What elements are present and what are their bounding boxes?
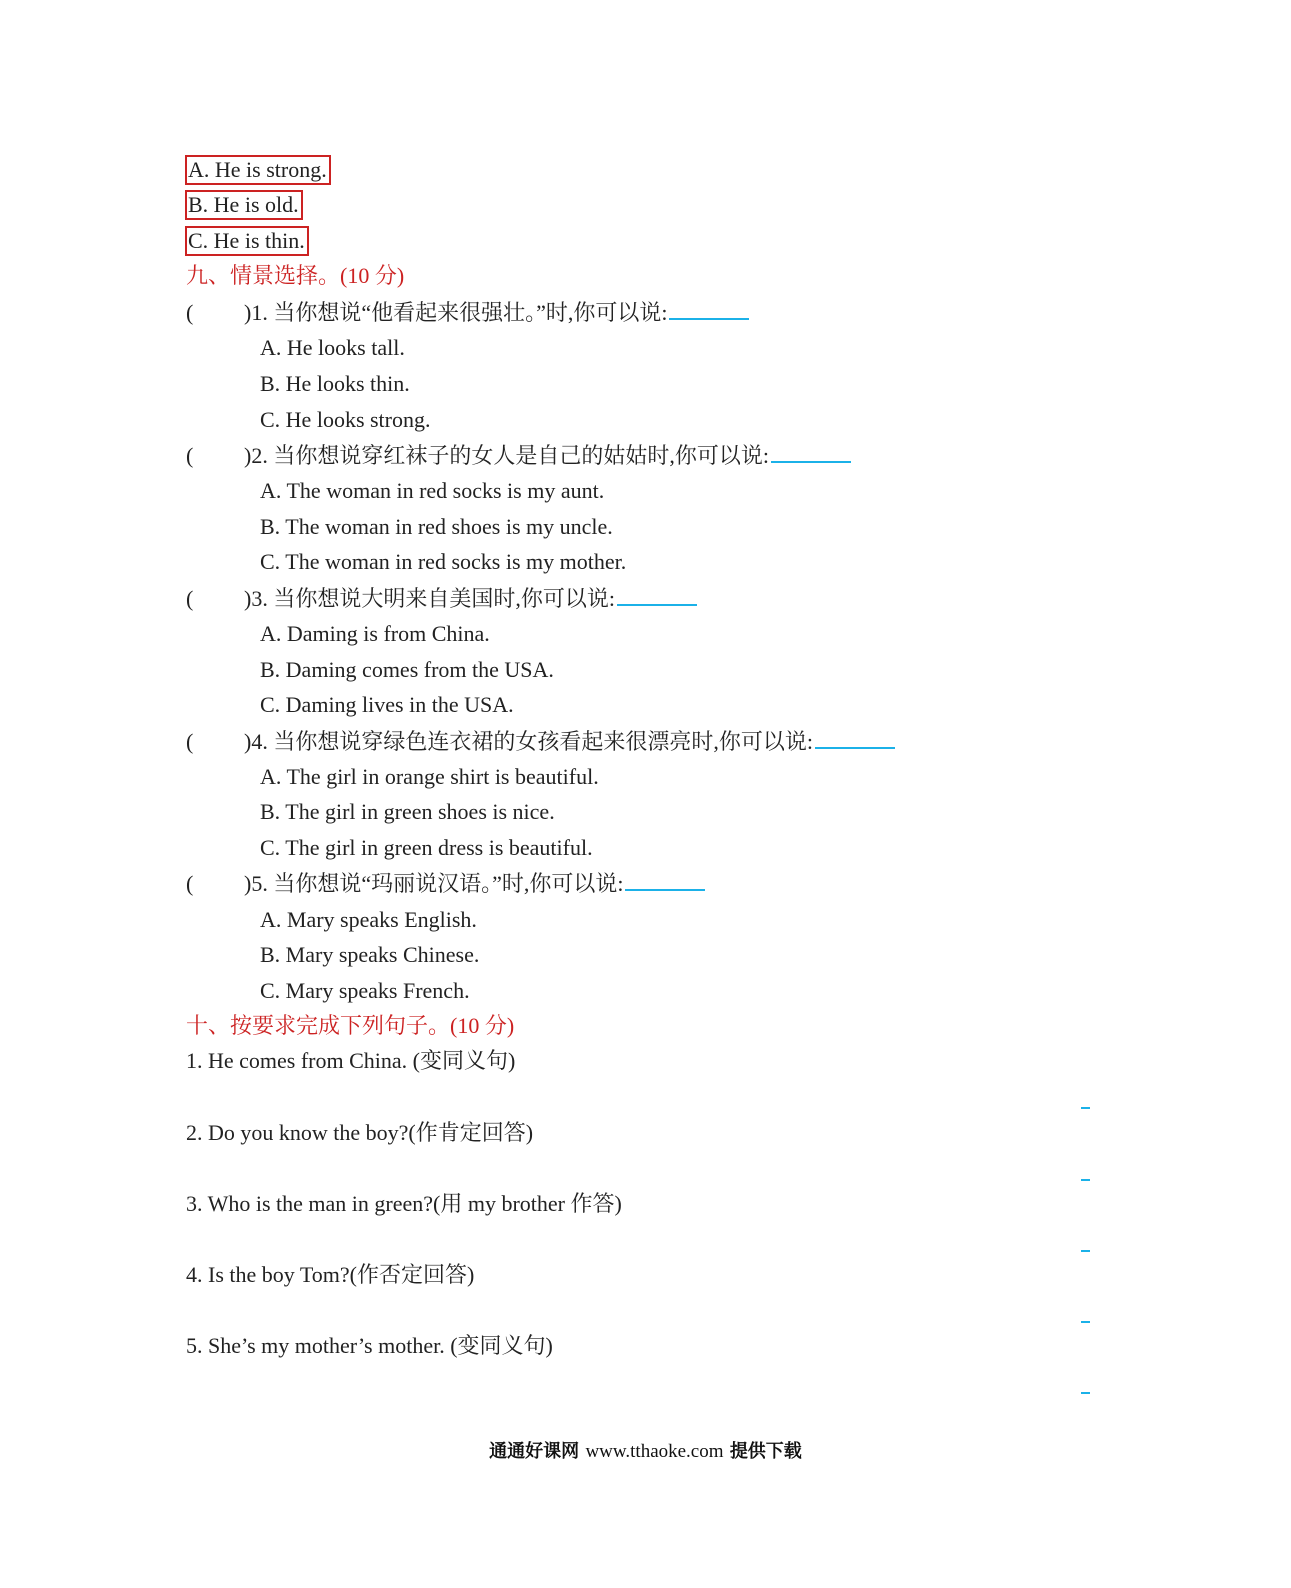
answer-line-3[interactable] (1081, 1250, 1090, 1252)
q5-option-c: C. Mary speaks French. (260, 978, 470, 1003)
answer-line-2[interactable] (1081, 1179, 1090, 1181)
rewrite-item-1: 1. He comes from China. (变同义句) (186, 1048, 516, 1073)
q2-option-a: A. The woman in red socks is my aunt. (260, 478, 605, 503)
q4-option-a: A. The girl in orange shirt is beautiful. (260, 764, 599, 789)
prev-option-b (185, 190, 303, 220)
prev-option-a (185, 155, 331, 185)
answer-line-1[interactable] (1081, 1107, 1090, 1109)
q5-option-b: B. Mary speaks Chinese. (260, 942, 480, 967)
question-3-prompt: )3. 当你想说大明来自美国时,你可以说: (244, 586, 615, 611)
answer-bracket-1[interactable]: ( (186, 300, 194, 325)
q1-option-c: C. He looks strong. (260, 407, 431, 432)
answer-blank-4[interactable] (815, 727, 895, 749)
q4-option-c: C. The girl in green dress is beautiful. (260, 835, 593, 860)
answer-blank-1[interactable] (669, 298, 749, 320)
answer-bracket-4[interactable]: ( (186, 729, 194, 754)
answer-line-5[interactable] (1081, 1392, 1090, 1394)
footer-url[interactable]: www.tthaoke.com (585, 1441, 724, 1462)
question-5-prompt: )5. 当你想说“玛丽说汉语。”时,你可以说: (244, 871, 624, 896)
q1-option-a: A. He looks tall. (260, 335, 405, 360)
answer-bracket-2[interactable]: ( (186, 443, 194, 468)
section9-heading: 九、情景选择。(10 分) (186, 263, 405, 288)
answer-blank-3[interactable] (617, 584, 697, 606)
question-1-prompt: )1. 当你想说“他看起来很强壮。”时,你可以说: (244, 300, 668, 325)
q2-option-c: C. The woman in red socks is my mother. (260, 549, 627, 574)
page-footer (0, 1440, 1291, 1464)
question-1 (186, 298, 749, 327)
prev-option-c-text: C. He is thin. (185, 226, 309, 256)
question-4-prompt: )4. 当你想说穿绿色连衣裙的女孩看起来很漂亮时,你可以说: (244, 729, 813, 754)
section10-heading: 十、按要求完成下列句子。(10 分) (186, 1013, 515, 1038)
prev-option-b-text: B. He is old. (185, 190, 303, 220)
rewrite-item-4: 4. Is the boy Tom?(作否定回答) (186, 1262, 475, 1287)
prev-option-c (185, 226, 309, 256)
q3-option-b: B. Daming comes from the USA. (260, 657, 554, 682)
q4-option-b: B. The girl in green shoes is nice. (260, 799, 555, 824)
q3-option-c: C. Daming lives in the USA. (260, 692, 514, 717)
question-3 (186, 584, 697, 613)
q1-option-b: B. He looks thin. (260, 371, 410, 396)
rewrite-item-3: 3. Who is the man in green?(用 my brother 作答) (186, 1191, 622, 1216)
footer-site-name: 通通好课网 (489, 1441, 580, 1462)
rewrite-item-5: 5. She’s my mother’s mother. (变同义句) (186, 1333, 553, 1358)
answer-bracket-3[interactable]: ( (186, 586, 194, 611)
q3-option-a: A. Daming is from China. (260, 621, 490, 646)
answer-blank-2[interactable] (771, 441, 851, 463)
question-2-prompt: )2. 当你想说穿红袜子的女人是自己的姑姑时,你可以说: (244, 443, 769, 468)
prev-option-a-text: A. He is strong. (185, 155, 331, 185)
answer-line-4[interactable] (1081, 1321, 1090, 1323)
question-2 (186, 441, 851, 470)
answer-bracket-5[interactable]: ( (186, 871, 194, 896)
question-4 (186, 727, 895, 756)
footer-download-note: 提供下载 (729, 1441, 802, 1462)
answer-blank-5[interactable] (625, 869, 705, 891)
question-5 (186, 869, 705, 898)
rewrite-item-2: 2. Do you know the boy?(作肯定回答) (186, 1120, 534, 1145)
q2-option-b: B. The woman in red shoes is my uncle. (260, 514, 613, 539)
q5-option-a: A. Mary speaks English. (260, 907, 477, 932)
